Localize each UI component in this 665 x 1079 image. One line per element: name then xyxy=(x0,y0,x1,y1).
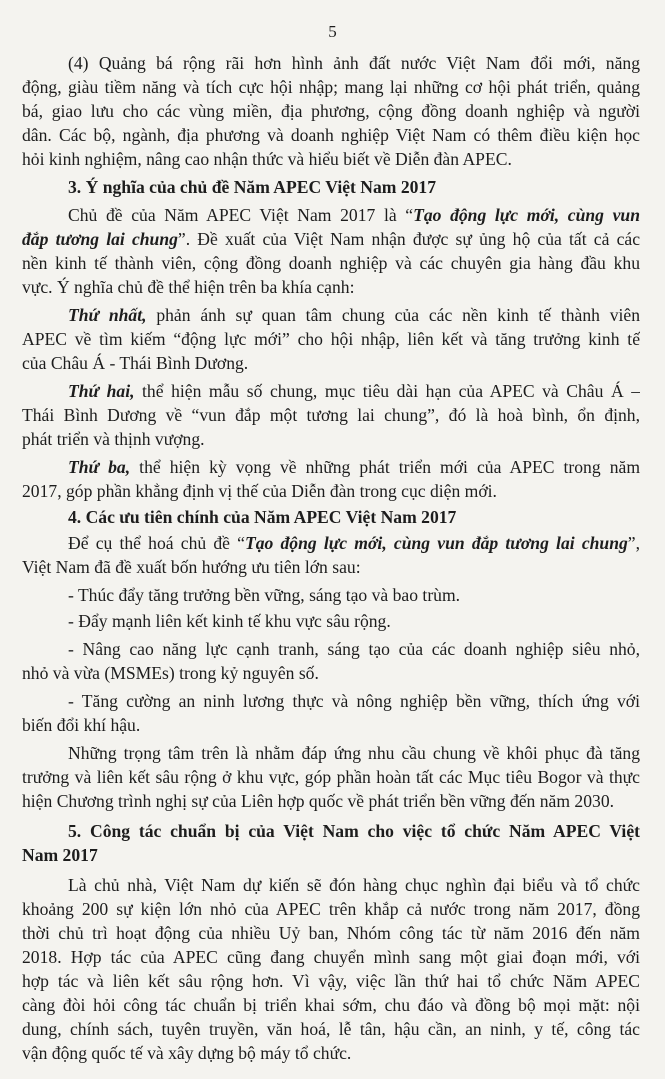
text-line: khoảng 200 sự kiện lớn nhỏ của APEC trên khắp cả nước trong năm 2017, đồng xyxy=(22,899,640,919)
text-line: Những trọng tâm trên là nhằm đáp ứng nhu cầu chung về khôi phục đà tăng xyxy=(68,743,640,763)
text-line: càng đòi hỏi công tác chuẩn bị triển khai sớm, chu đáo và đồng bộ mọi mặt: nội xyxy=(22,995,640,1015)
text-line: dân. Các bộ, ngành, địa phương và doanh nghiệp Việt Nam có thêm điều kiện học xyxy=(22,125,640,145)
point-label: Thứ nhất, xyxy=(68,305,147,325)
text-line: vận động quốc tế và xây dựng bộ máy tổ chức. xyxy=(22,1043,352,1063)
text-line: của Châu Á - Thái Bình Dương. xyxy=(22,353,249,373)
priority-item: - Đẩy mạnh liên kết kinh tế khu vực sâu rộng. xyxy=(68,611,391,631)
theme-quote: Tạo động lực mới, cùng vun xyxy=(413,205,640,225)
priority-item: - Thúc đẩy tăng trưởng bền vững, sáng tạo và bao trùm. xyxy=(68,585,461,605)
text-line: vực. Ý nghĩa chủ đề thể hiện trên ba khía cạnh: xyxy=(22,277,355,297)
text-line: thời chủ trì hoạt động của nhiều Uỷ ban, Nhóm công tác từ năm 2016 đến năm xyxy=(22,923,640,943)
text-run: thể hiện kỳ vọng về những phát triển mới của APEC trong năm xyxy=(130,457,640,477)
priority-item: - Tăng cường an ninh lương thực và nông nghiệp bền vững, thích ứng với xyxy=(68,691,640,711)
text-line: APEC về tìm kiếm “động lực mới” cho hội nhập, liên kết và tăng trưởng kinh tế xyxy=(22,329,640,349)
text-line xyxy=(68,456,640,478)
text-line: bá, giao lưu cho các vùng miền, địa phương, cộng đồng doanh nghiệp và người xyxy=(22,101,640,121)
text-run: Để cụ thể hoá chủ đề “ xyxy=(68,533,245,553)
text-run: Chủ đề của Năm APEC Việt Nam 2017 là “ xyxy=(68,205,414,225)
text-line: hiện Chương trình nghị sự của Liên hợp quốc về phát triển bền vững đến năm 2030. xyxy=(22,791,615,811)
text-run: ”, xyxy=(627,533,640,553)
priority-item: - Nâng cao năng lực cạnh tranh, sáng tạo của các doanh nghiệp siêu nhỏ, xyxy=(68,639,640,659)
section-5-heading-cont: Nam 2017 xyxy=(22,845,98,865)
text-line: biến đổi khí hậu. xyxy=(22,715,141,735)
theme-quote: Tạo động lực mới, cùng vun đắp tương lai chung xyxy=(244,533,628,553)
section-3-heading: 3. Ý nghĩa của chủ đề Năm APEC Việt Nam 2017 xyxy=(68,177,437,197)
text-line xyxy=(22,228,640,250)
text-line: hỏi kinh nghiệm, nâng cao nhận thức và hiểu biết về Diễn đàn APEC. xyxy=(22,149,512,169)
text-run: thể hiện mẫu số chung, mục tiêu dài hạn của APEC và Châu Á – xyxy=(134,381,640,401)
text-line: Thái Bình Dương về “vun đắp một tương lai chung”, đó là hoà bình, ổn định, xyxy=(22,405,640,425)
text-line: động, giàu tiềm năng và tích cực hội nhập; mang lại những cơ hội phát triển, quảng xyxy=(22,77,640,97)
text-run: phản ánh sự quan tâm chung của các nền kinh tế thành viên xyxy=(146,305,640,325)
text-line: 2018. Hợp tác của APEC cũng đang chuyển mình sang một giai đoạn mới, với xyxy=(22,947,640,967)
point-label: Thứ hai, xyxy=(68,381,135,401)
text-line: phát triển và thịnh vượng. xyxy=(22,429,205,449)
text-line: nền kinh tế thành viên, cộng đồng doanh nghiệp và các chuyên gia hàng đầu khu xyxy=(22,253,640,273)
page-number: 5 xyxy=(328,22,337,41)
point-label: Thứ ba, xyxy=(68,457,131,477)
text-line xyxy=(68,204,640,226)
text-line: (4) Quảng bá rộng rãi hơn hình ảnh đất nước Việt Nam đổi mới, năng xyxy=(68,53,640,73)
text-line xyxy=(68,304,640,326)
theme-quote: đắp tương lai chung xyxy=(22,229,178,249)
text-line: trưởng và liên kết sâu rộng ở khu vực, góp phần hoàn tất các Mục tiêu Bogor và thực xyxy=(22,767,640,787)
text-line: dung, chính sách, tuyên truyền, văn hoá, lễ tân, hậu cần, an ninh, y tế, công tác xyxy=(22,1019,640,1039)
text-line: Là chủ nhà, Việt Nam dự kiến sẽ đón hàng chục nghìn đại biểu và tổ chức xyxy=(68,875,640,895)
text-line: Việt Nam đã đề xuất bốn hướng ưu tiên lớn sau: xyxy=(22,557,361,577)
text-line xyxy=(68,380,640,402)
text-line xyxy=(68,532,640,554)
text-line: hợp tác và liên kết sâu rộng hơn. Vì vậy, việc lần thứ hai tổ chức Năm APEC xyxy=(22,971,640,991)
section-4-heading: 4. Các ưu tiên chính của Năm APEC Việt Nam 2017 xyxy=(68,507,457,527)
section-5-heading: 5. Công tác chuẩn bị của Việt Nam cho việc tổ chức Năm APEC Việt xyxy=(68,821,640,841)
text-line: nhỏ và vừa (MSMEs) trong kỷ nguyên số. xyxy=(22,663,319,683)
text-line: 2017, góp phần khẳng định vị thế của Diễn đàn trong cục diện mới. xyxy=(22,481,497,501)
text-run: ”. Đề xuất của Việt Nam nhận được sự ủng hộ của tất cả các xyxy=(177,229,640,249)
